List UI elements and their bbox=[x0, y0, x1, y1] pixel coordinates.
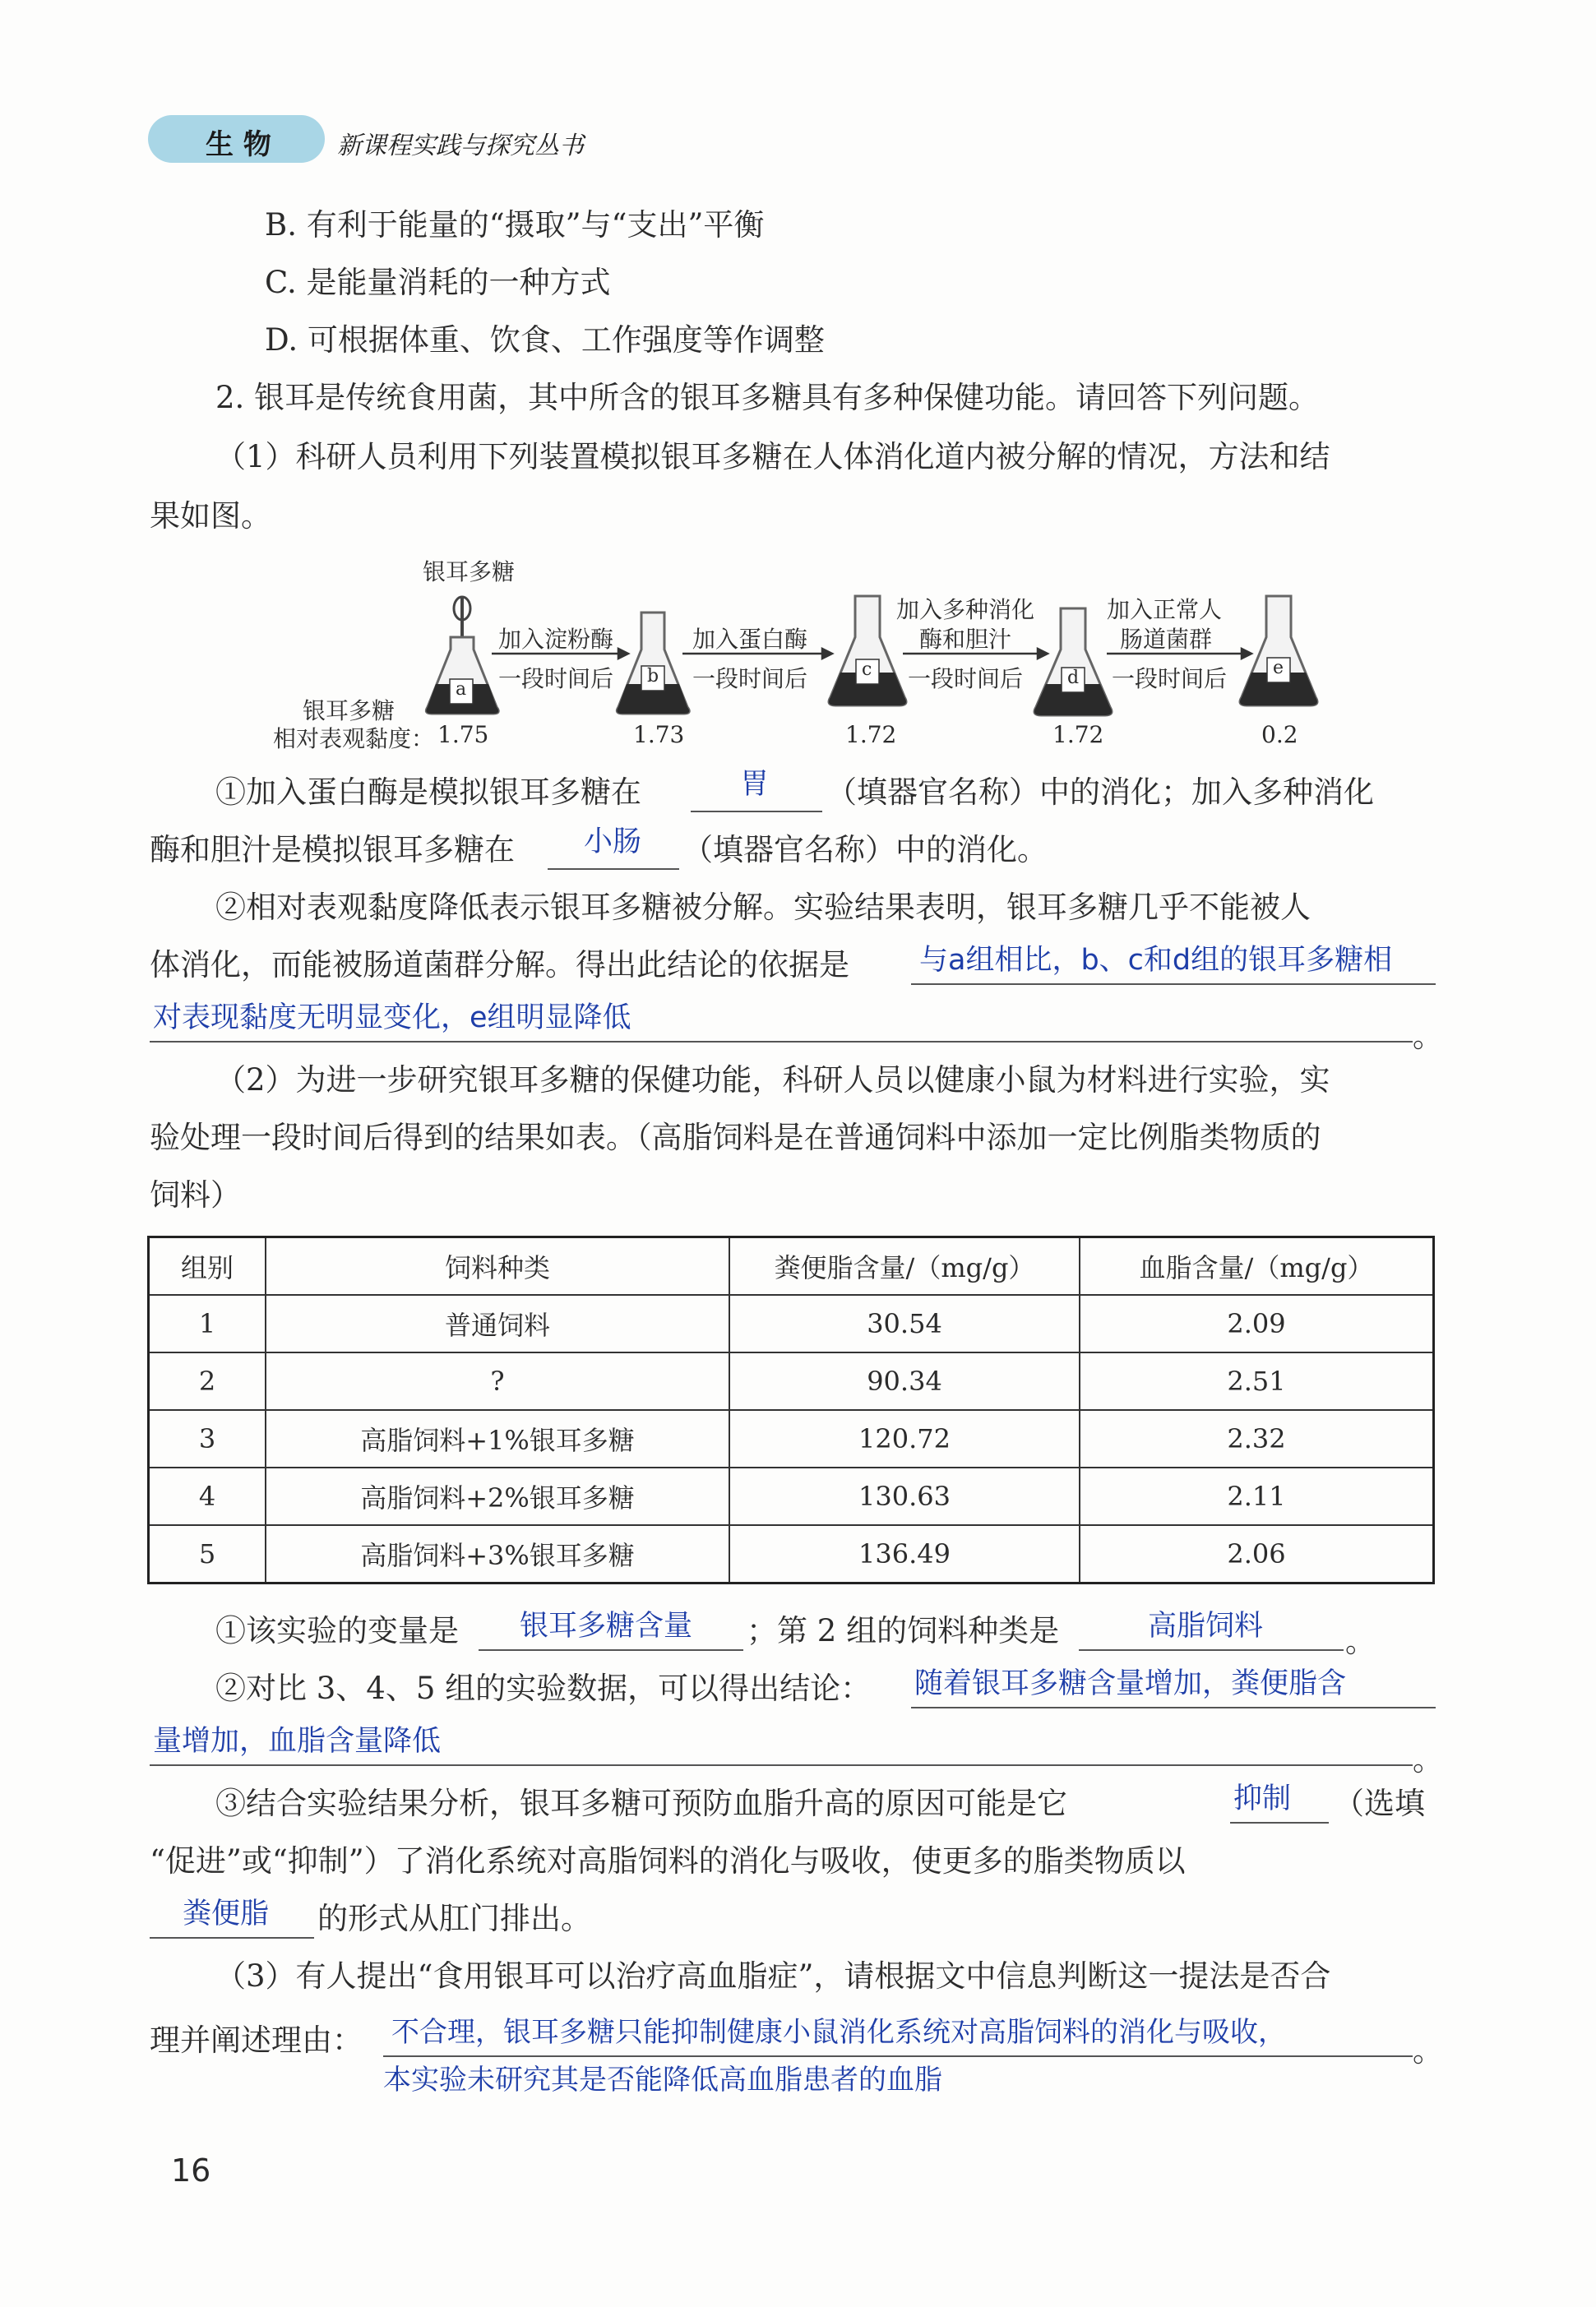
answer-blank-5 bbox=[479, 1649, 743, 1651]
table-row bbox=[149, 1410, 1434, 1468]
part2-line3: 饲料） bbox=[150, 1177, 241, 1213]
answer-blank-6 bbox=[1079, 1649, 1344, 1651]
part2-line1: （2）为进一步研究银耳多糖的保健功能，科研人员以健康小鼠为材料进行实验，实 bbox=[215, 1062, 1330, 1098]
part2-line2: 验处理一段时间后得到的结果如表。（高脂饲料是在普通饲料中添加一定比例脂类物质的 bbox=[150, 1120, 1321, 1155]
table-row bbox=[149, 1295, 1434, 1352]
cell-group: 5 bbox=[149, 1525, 266, 1583]
col-feed: 饲料种类 bbox=[266, 1237, 729, 1296]
answer-stomach: 胃 bbox=[740, 768, 770, 801]
table-row bbox=[149, 1525, 1434, 1583]
answer-blank-3 bbox=[911, 983, 1436, 985]
part1-line2: 果如图。 bbox=[150, 498, 271, 534]
s2-line1: ②相对表观黏度降低表示银耳多糖被分解。实验结果表明，银耳多糖几乎不能被人 bbox=[215, 890, 1311, 925]
answer-blank-1 bbox=[691, 811, 822, 812]
s1-line2-a: 酶和胆汁是模拟银耳多糖在 bbox=[150, 832, 515, 867]
part3-line1: （3）有人提出“食用银耳可以治疗高血脂症”，请根据文中信息判断这一提法是否合 bbox=[215, 1958, 1331, 1994]
series-title: 新课程实践与探究丛书 bbox=[337, 132, 584, 160]
step-1-top: 加入淀粉酶 bbox=[498, 626, 614, 653]
step-2-top: 加入蛋白酶 bbox=[692, 626, 808, 653]
step-2-bottom: 一段时间后 bbox=[692, 665, 808, 692]
flask-label-d: d bbox=[1067, 668, 1080, 688]
viscosity-b: 1.73 bbox=[633, 721, 685, 748]
viscosity-c: 1.72 bbox=[845, 721, 897, 748]
s2-line2: 体消化，而能被肠道菌群分解。得出此结论的依据是 bbox=[150, 947, 849, 982]
cell-group: 2 bbox=[149, 1352, 266, 1410]
viscosity-label-1: 银耳多糖 bbox=[303, 697, 396, 724]
results-table bbox=[147, 1236, 1435, 1584]
page-number: 16 bbox=[171, 2152, 211, 2189]
answer-blank-2 bbox=[548, 868, 679, 870]
answer-variable: 银耳多糖含量 bbox=[520, 1610, 693, 1643]
cell-feed: 高脂饲料+1%银耳多糖 bbox=[266, 1410, 729, 1468]
answer-blank-9 bbox=[1230, 1822, 1329, 1824]
answer-reason-1: 不合理，银耳多糖只能抑制健康小鼠消化系统对高脂饲料的消化与吸收， bbox=[391, 2016, 1286, 2049]
step-4-top2: 肠道菌群 bbox=[1120, 626, 1213, 653]
cell-fecal-fat: 136.49 bbox=[729, 1525, 1080, 1583]
s1-line1-b: （填器官名称）中的消化；加入多种消化 bbox=[826, 774, 1374, 810]
step-3-top2: 酶和胆汁 bbox=[919, 626, 1012, 653]
col-fecal-fat: 粪便脂含量/（mg/g） bbox=[729, 1237, 1080, 1296]
viscosity-e: 0.2 bbox=[1261, 721, 1298, 748]
cell-feed: 普通饲料 bbox=[266, 1295, 729, 1352]
answer-small-intestine: 小肠 bbox=[584, 825, 642, 858]
answer-blank-4 bbox=[150, 1041, 1413, 1043]
cell-group: 3 bbox=[149, 1410, 266, 1468]
cell-group: 4 bbox=[149, 1468, 266, 1525]
flask-label-a: a bbox=[456, 679, 467, 700]
cell-feed: 高脂饲料+3%银耳多糖 bbox=[266, 1525, 729, 1583]
flask-d-icon bbox=[1034, 608, 1112, 715]
t3-a: ③结合实验结果分析，银耳多糖可预防血脂升高的原因可能是它 bbox=[215, 1786, 1067, 1821]
cell-group: 1 bbox=[149, 1295, 266, 1352]
option-c: C. 是能量消耗的一种方式 bbox=[265, 265, 611, 300]
answer-group2-feed: 高脂饲料 bbox=[1148, 1610, 1264, 1643]
answer-inhibit: 抑制 bbox=[1233, 1782, 1292, 1815]
answer-reason-2: 本实验未研究其是否能降低高血脂患者的血脂 bbox=[383, 2064, 942, 2097]
t3-line2: “促进”或“抑制”）了消化系统对高脂饲料的消化与吸收，使更多的脂类物质以 bbox=[150, 1843, 1186, 1879]
viscosity-a: 1.75 bbox=[437, 721, 489, 748]
t3-b: （选填 bbox=[1334, 1786, 1425, 1821]
answer-basis-1: 与a组相比，b、c和d组的银耳多糖相 bbox=[919, 944, 1393, 977]
flask-e-icon bbox=[1240, 596, 1317, 705]
step-3-top: 加入多种消化 bbox=[896, 596, 1035, 623]
flask-label-b: b bbox=[647, 666, 659, 687]
cell-fecal-fat: 130.63 bbox=[729, 1468, 1080, 1525]
cell-blood-lipid: 2.09 bbox=[1080, 1295, 1434, 1352]
answer-basis-2: 对表现黏度无明显变化，e组明显降低 bbox=[153, 1001, 631, 1034]
flask-c-icon bbox=[829, 596, 906, 705]
part1-line1: （1）科研人员利用下列装置模拟银耳多糖在人体消化道内被分解的情况，方法和结 bbox=[215, 439, 1330, 474]
cell-feed: 高脂饲料+2%银耳多糖 bbox=[266, 1468, 729, 1525]
cell-blood-lipid: 2.11 bbox=[1080, 1468, 1434, 1525]
answer-blank-10 bbox=[150, 1937, 314, 1939]
answer-blank-11 bbox=[383, 2055, 1413, 2057]
step-4-bottom: 一段时间后 bbox=[1112, 665, 1228, 692]
s1-line2-b: （填器官名称）中的消化。 bbox=[682, 832, 1048, 867]
t2-a: ②对比 3、4、5 组的实验数据，可以得出结论： bbox=[215, 1671, 872, 1706]
table-header-row bbox=[149, 1237, 1434, 1296]
flask-label-c: c bbox=[862, 659, 872, 680]
period-4: 。 bbox=[1413, 2033, 1443, 2069]
flask-a-icon bbox=[426, 637, 498, 714]
cell-fecal-fat: 90.34 bbox=[729, 1352, 1080, 1410]
step-3-bottom: 一段时间后 bbox=[908, 665, 1024, 692]
answer-conclusion-1: 随着银耳多糖含量增加，粪便脂含 bbox=[914, 1667, 1347, 1700]
step-1-bottom: 一段时间后 bbox=[498, 665, 614, 692]
period-2: 。 bbox=[1345, 1624, 1376, 1659]
part3-line2: 理并阐述理由： bbox=[150, 2023, 363, 2058]
cell-blood-lipid: 2.32 bbox=[1080, 1410, 1434, 1468]
cell-feed: ? bbox=[266, 1352, 729, 1410]
subject-label: 生 物 bbox=[206, 128, 271, 161]
option-d: D. 可根据体重、饮食、工作强度等作调整 bbox=[265, 322, 825, 358]
flask-label-e: e bbox=[1273, 658, 1284, 678]
period-1: 。 bbox=[1413, 1019, 1443, 1054]
t1-b: ；第 2 组的饲料种类是 bbox=[747, 1613, 1060, 1648]
period-3: 。 bbox=[1413, 1742, 1443, 1778]
question-2-intro: 2. 银耳是传统食用菌，其中所含的银耳多糖具有多种保健功能。请回答下列问题。 bbox=[215, 380, 1320, 415]
flask-b-icon bbox=[617, 613, 689, 714]
figure-top-label: 银耳多糖 bbox=[423, 558, 516, 585]
cell-fecal-fat: 120.72 bbox=[729, 1410, 1080, 1468]
cell-fecal-fat: 30.54 bbox=[729, 1295, 1080, 1352]
step-4-top: 加入正常人 bbox=[1107, 596, 1223, 623]
table-row bbox=[149, 1352, 1434, 1410]
t3-line3: 的形式从肛门排出。 bbox=[317, 1901, 591, 1936]
answer-fecal-fat: 粪便脂 bbox=[183, 1898, 270, 1930]
answer-blank-7 bbox=[911, 1707, 1436, 1708]
viscosity-d: 1.72 bbox=[1052, 721, 1104, 748]
option-b: B. 有利于能量的“摄取”与“支出”平衡 bbox=[265, 207, 765, 243]
t1-a: ①该实验的变量是 bbox=[215, 1613, 459, 1648]
col-group: 组别 bbox=[149, 1237, 266, 1296]
cell-blood-lipid: 2.06 bbox=[1080, 1525, 1434, 1583]
answer-conclusion-2: 量增加，血脂含量降低 bbox=[153, 1725, 442, 1758]
table-row bbox=[149, 1468, 1434, 1525]
answer-blank-8 bbox=[150, 1764, 1413, 1766]
viscosity-label-2: 相对表观黏度： bbox=[273, 725, 435, 752]
cell-blood-lipid: 2.51 bbox=[1080, 1352, 1434, 1410]
s1-line1-a: ①加入蛋白酶是模拟银耳多糖在 bbox=[215, 774, 641, 810]
col-blood-lipid: 血脂含量/（mg/g） bbox=[1080, 1237, 1434, 1296]
